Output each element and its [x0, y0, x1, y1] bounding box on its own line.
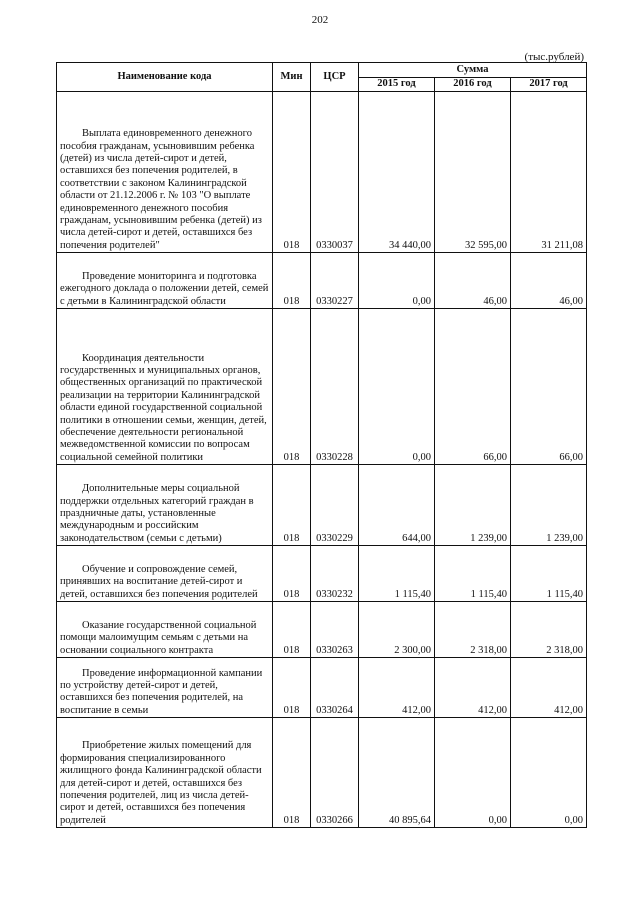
row-value-2016: 46,00: [435, 253, 511, 309]
row-name: Оказание государственной социальной помощи малоимущим семьям с детьми на основании социального контракта: [57, 602, 273, 658]
row-csr: 0330264: [311, 658, 359, 718]
units-label: (тыс.рублей): [524, 51, 584, 63]
header-sum: Сумма: [359, 63, 587, 78]
row-csr: 0330227: [311, 253, 359, 309]
row-value-2015: 34 440,00: [359, 92, 435, 253]
row-value-2017: 2 318,00: [511, 602, 587, 658]
row-ministry: 018: [273, 602, 311, 658]
row-ministry: 018: [273, 465, 311, 546]
row-name: Приобретение жилых помещений для формирования специализированного жилищного фонда Калининградской области для детей-сирот и детей, оставшихся без попечения родителей, лиц из числа детей-сирот и детей, оставшихся без попечения родителей: [57, 718, 273, 828]
table-row: [57, 602, 587, 658]
row-value-2017: 66,00: [511, 309, 587, 465]
header-ministry: Мин: [273, 63, 311, 92]
row-csr: 0330228: [311, 309, 359, 465]
row-name: Координация деятельности государственных и муниципальных органов, общественных организаций по практической реализации на территории Калининградской области единой государственной социальной политики в отношении семьи, женщин, детей, обеспечение деятельности региональной межведомственной комиссии по вопросам социальной семейной политики: [57, 309, 273, 465]
row-ministry: 018: [273, 658, 311, 718]
row-value-2016: 1 115,40: [435, 546, 511, 602]
header-csr: ЦСР: [311, 63, 359, 92]
row-ministry: 018: [273, 253, 311, 309]
table-row: [57, 718, 587, 828]
page-number: 202: [311, 14, 329, 26]
row-value-2017: 31 211,08: [511, 92, 587, 253]
row-value-2015: 1 115,40: [359, 546, 435, 602]
table-row: [57, 465, 587, 546]
row-ministry: 018: [273, 546, 311, 602]
row-value-2017: 1 115,40: [511, 546, 587, 602]
row-csr: 0330263: [311, 602, 359, 658]
row-ministry: 018: [273, 718, 311, 828]
row-value-2015: 40 895,64: [359, 718, 435, 828]
row-ministry: 018: [273, 309, 311, 465]
row-ministry: 018: [273, 92, 311, 253]
budget-table: [56, 62, 587, 828]
header-year-2015: 2015 год: [359, 77, 435, 92]
row-value-2016: 412,00: [435, 658, 511, 718]
table-row: [57, 658, 587, 718]
row-value-2015: 412,00: [359, 658, 435, 718]
table-row: [57, 309, 587, 465]
row-name: Проведение мониторинга и подготовка ежегодного доклада о положении детей, семей с детьми в Калининградской области: [57, 253, 273, 309]
header-name: Наименование кода: [57, 63, 273, 92]
row-value-2016: 32 595,00: [435, 92, 511, 253]
row-csr: 0330229: [311, 465, 359, 546]
row-value-2017: 0,00: [511, 718, 587, 828]
row-csr: 0330266: [311, 718, 359, 828]
row-name: Обучение и сопровождение семей, принявших на воспитание детей-сирот и детей, оставшихся без попечения родителей: [57, 546, 273, 602]
row-value-2015: 644,00: [359, 465, 435, 546]
row-value-2016: 2 318,00: [435, 602, 511, 658]
row-name: Выплата единовременного денежного пособия гражданам, усыновившим ребенка (детей) из числа детей-сирот и детей, оставшихся без попечения родителей, в соответствии с законом Калининградской области от 21.12.2006 г. № 103 "О выплате единовременного денежного пособия гражданам, усыновившим ребенка (детей) из числа детей-сирот и детей, оставшихся без попечения родителей": [57, 92, 273, 253]
row-value-2015: 0,00: [359, 309, 435, 465]
row-value-2017: 1 239,00: [511, 465, 587, 546]
header-year-2017: 2017 год: [511, 77, 587, 92]
table-row: [57, 546, 587, 602]
row-value-2015: 0,00: [359, 253, 435, 309]
row-value-2016: 1 239,00: [435, 465, 511, 546]
row-value-2017: 412,00: [511, 658, 587, 718]
row-value-2016: 66,00: [435, 309, 511, 465]
row-csr: 0330232: [311, 546, 359, 602]
table-row: [57, 253, 587, 309]
row-value-2017: 46,00: [511, 253, 587, 309]
row-value-2016: 0,00: [435, 718, 511, 828]
row-csr: 0330037: [311, 92, 359, 253]
table-row: [57, 92, 587, 253]
header-year-2016: 2016 год: [435, 77, 511, 92]
row-name: Дополнительные меры социальной поддержки отдельных категорий граждан в праздничные даты, установленные международным и российским законодательством (семьи с детьми): [57, 465, 273, 546]
row-name: Проведение информационной кампании по устройству детей-сирот и детей, оставшихся без попечения родителей, на воспитание в семьи: [57, 658, 273, 718]
row-value-2015: 2 300,00: [359, 602, 435, 658]
